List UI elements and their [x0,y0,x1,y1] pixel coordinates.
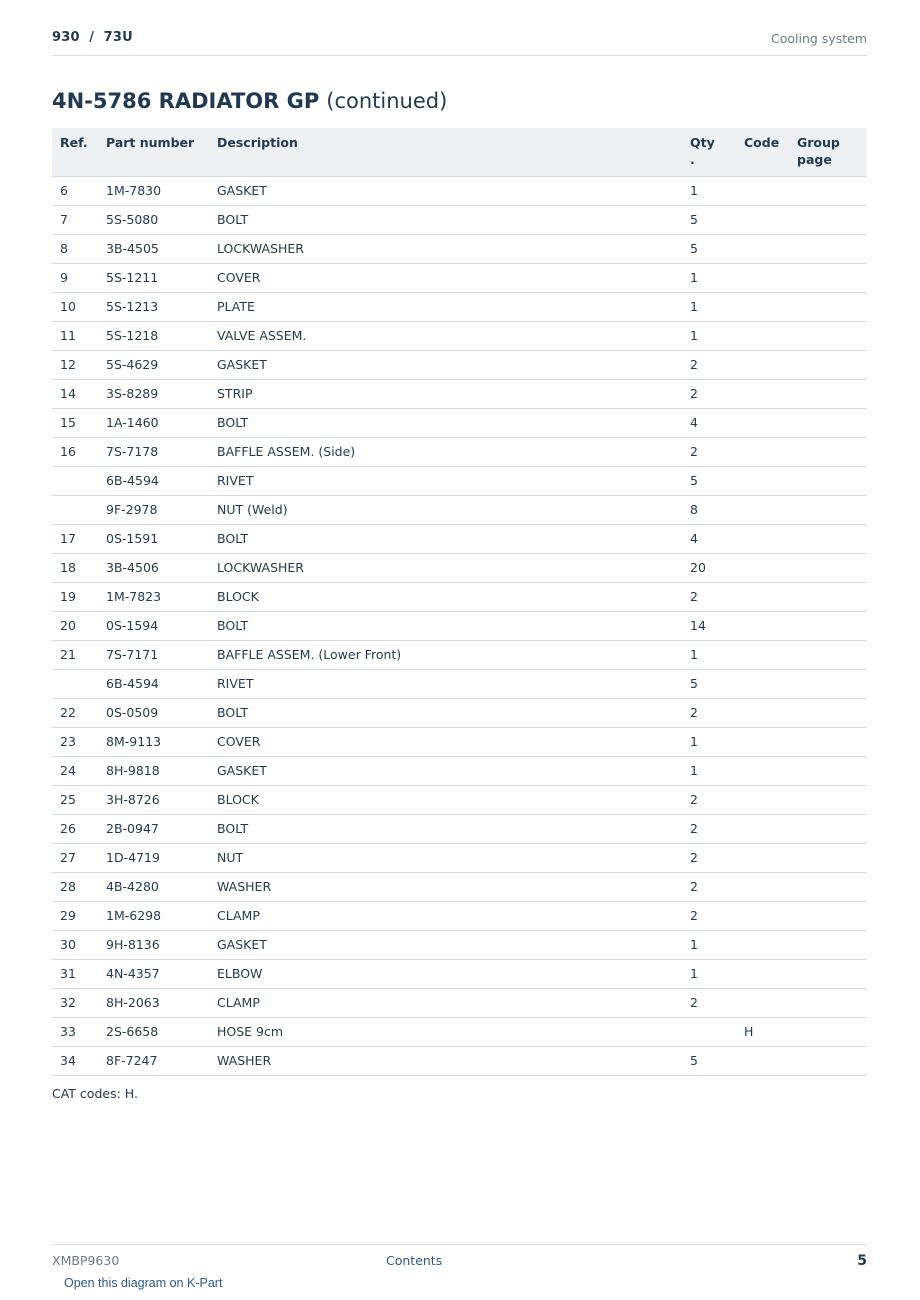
cell-part-number: 5S-1213 [98,293,209,322]
cell-code [736,728,789,757]
table-row [52,960,867,989]
cell-code [736,351,789,380]
cell-part-number: 9F-2978 [98,496,209,525]
cell-ref: 28 [52,873,98,902]
table-row [52,641,867,670]
table-row [52,902,867,931]
cell-part-number: 5S-5080 [98,206,209,235]
page-title [52,89,447,113]
table-row [52,815,867,844]
title-suffix: (continued) [326,89,448,113]
cell-description: BOLT [209,206,690,235]
table-row [52,525,867,554]
cell-qty: 1 [690,728,736,757]
cell-qty: 1 [690,264,736,293]
cell-part-number: 7S-7171 [98,641,209,670]
cell-part-number: 2B-0947 [98,815,209,844]
cell-qty: 2 [690,351,736,380]
cell-code [736,873,789,902]
table-row [52,322,867,351]
cell-qty: 8 [690,496,736,525]
cell-ref: 10 [52,293,98,322]
cell-description: COVER [209,264,690,293]
cell-code [736,989,789,1018]
cell-description: BOLT [209,612,690,641]
cell-qty: 1 [690,960,736,989]
cell-group-page [789,293,867,322]
cell-description: BOLT [209,699,690,728]
cell-part-number: 0S-1591 [98,525,209,554]
cell-part-number: 0S-0509 [98,699,209,728]
cell-code [736,786,789,815]
cell-code [736,380,789,409]
cell-group-page [789,670,867,699]
model-label: 930 / 73U [52,30,133,45]
cell-part-number: 1A-1460 [98,409,209,438]
cell-ref: 23 [52,728,98,757]
cell-qty: 2 [690,438,736,467]
cell-part-number: 0S-1594 [98,612,209,641]
page-footer [52,1244,867,1275]
cell-code [736,815,789,844]
cell-group-page [789,757,867,786]
cell-ref: 26 [52,815,98,844]
cell-qty: 14 [690,612,736,641]
cell-qty: 1 [690,177,736,206]
table-row [52,554,867,583]
cell-qty: 5 [690,206,736,235]
cell-ref: 22 [52,699,98,728]
cell-code [736,322,789,351]
cell-code [736,931,789,960]
table-row [52,931,867,960]
cell-code [736,583,789,612]
cell-group-page [789,728,867,757]
cell-ref: 24 [52,757,98,786]
cell-code: H [736,1018,789,1047]
cell-qty: 2 [690,583,736,612]
cell-part-number: 1M-7823 [98,583,209,612]
cell-group-page [789,409,867,438]
cell-part-number: 4N-4357 [98,960,209,989]
cell-group-page [789,264,867,293]
cell-description: RIVET [209,467,690,496]
assembly-name: 4N-5786 RADIATOR GP [52,89,320,113]
cell-ref: 15 [52,409,98,438]
cell-part-number: 5S-4629 [98,351,209,380]
cell-description: BLOCK [209,583,690,612]
cell-qty: 2 [690,873,736,902]
cell-code [736,264,789,293]
cell-qty: 5 [690,235,736,264]
contents-link[interactable]: Contents [386,1253,443,1268]
cell-group-page [789,177,867,206]
cell-part-number: 8H-2063 [98,989,209,1018]
cell-group-page [789,525,867,554]
cell-ref [52,670,98,699]
table-header-row [52,128,867,177]
cell-qty: 20 [690,554,736,583]
table-row [52,989,867,1018]
table-row [52,757,867,786]
table-row [52,786,867,815]
col-header-description: Description [209,128,690,177]
cell-part-number: 7S-7178 [98,438,209,467]
cell-code [736,612,789,641]
table-row [52,670,867,699]
cell-ref: 32 [52,989,98,1018]
page-header [52,28,867,56]
table-row [52,699,867,728]
cell-code [736,177,789,206]
cell-part-number: 5S-1211 [98,264,209,293]
table-row [52,438,867,467]
col-header-ref: Ref. [52,128,98,177]
cell-code [736,293,789,322]
cell-code [736,467,789,496]
cell-group-page [789,380,867,409]
cell-group-page [789,496,867,525]
cell-description: RIVET [209,670,690,699]
col-header-qty: Qty . [690,128,736,177]
table-row [52,264,867,293]
cell-ref [52,496,98,525]
table-row [52,1047,867,1076]
col-header-part-number: Part number [98,128,209,177]
cell-group-page [789,467,867,496]
cell-ref: 21 [52,641,98,670]
table-row [52,177,867,206]
cell-part-number: 3S-8289 [98,380,209,409]
cell-description: GASKET [209,757,690,786]
table-row [52,293,867,322]
cell-qty: 2 [690,699,736,728]
table-row [52,409,867,438]
cell-group-page [789,786,867,815]
cell-group-page [789,612,867,641]
cell-qty: 1 [690,641,736,670]
cell-part-number: 3B-4505 [98,235,209,264]
cell-qty: 4 [690,525,736,554]
table-row [52,873,867,902]
parts-table-body [52,177,867,1076]
cell-ref: 31 [52,960,98,989]
cell-qty: 1 [690,931,736,960]
cell-group-page [789,322,867,351]
cell-qty [690,1018,736,1047]
open-kpart-link[interactable]: Open this diagram on K-Part [64,1276,223,1290]
table-row [52,612,867,641]
cell-code [736,554,789,583]
cell-code [736,641,789,670]
cell-group-page [789,206,867,235]
cell-part-number: 1D-4719 [98,844,209,873]
cell-qty: 5 [690,1047,736,1076]
table-row [52,235,867,264]
cell-qty: 2 [690,902,736,931]
cell-qty: 2 [690,989,736,1018]
table-row [52,467,867,496]
cell-ref: 16 [52,438,98,467]
table-row [52,844,867,873]
cell-ref: 6 [52,177,98,206]
cell-qty: 5 [690,670,736,699]
cell-code [736,902,789,931]
cell-description: BAFFLE ASSEM. (Side) [209,438,690,467]
cell-code [736,525,789,554]
cell-code [736,235,789,264]
cell-ref [52,467,98,496]
cell-description: VALVE ASSEM. [209,322,690,351]
cell-group-page [789,554,867,583]
table-row [52,496,867,525]
cell-description: GASKET [209,351,690,380]
cell-qty: 2 [690,786,736,815]
cell-ref: 12 [52,351,98,380]
cell-qty: 2 [690,380,736,409]
section-name: Cooling system [771,31,867,46]
cell-group-page [789,873,867,902]
parts-table [52,128,867,1076]
cell-code [736,1047,789,1076]
cell-group-page [789,902,867,931]
cell-group-page [789,1047,867,1076]
cell-code [736,438,789,467]
cell-description: HOSE 9cm [209,1018,690,1047]
col-header-group-page: Group page [789,128,867,177]
document-code: XMBP9630 [52,1253,120,1268]
cell-description: ELBOW [209,960,690,989]
cell-description: WASHER [209,873,690,902]
cell-ref: 27 [52,844,98,873]
cell-ref: 17 [52,525,98,554]
cell-code [736,496,789,525]
cell-description: PLATE [209,293,690,322]
cell-part-number: 6B-4594 [98,467,209,496]
cell-part-number: 9H-8136 [98,931,209,960]
cell-part-number: 4B-4280 [98,873,209,902]
cell-group-page [789,1018,867,1047]
cell-code [736,699,789,728]
cell-group-page [789,815,867,844]
cell-description: WASHER [209,1047,690,1076]
cell-group-page [789,641,867,670]
cell-description: GASKET [209,931,690,960]
cell-description: CLAMP [209,902,690,931]
cell-ref: 18 [52,554,98,583]
cell-part-number: 1M-6298 [98,902,209,931]
cell-ref: 7 [52,206,98,235]
cell-ref: 11 [52,322,98,351]
cell-ref: 20 [52,612,98,641]
cell-ref: 8 [52,235,98,264]
table-row [52,351,867,380]
cell-qty: 4 [690,409,736,438]
cell-description: LOCKWASHER [209,554,690,583]
cell-ref: 34 [52,1047,98,1076]
cell-part-number: 3B-4506 [98,554,209,583]
cell-code [736,844,789,873]
table-row [52,206,867,235]
cell-description: STRIP [209,380,690,409]
cell-part-number: 1M-7830 [98,177,209,206]
table-row [52,1018,867,1047]
cell-description: LOCKWASHER [209,235,690,264]
col-header-code: Code [736,128,789,177]
cell-group-page [789,235,867,264]
cell-description: BLOCK [209,786,690,815]
cell-qty: 5 [690,467,736,496]
cell-ref: 29 [52,902,98,931]
cell-description: BAFFLE ASSEM. (Lower Front) [209,641,690,670]
cell-qty: 1 [690,757,736,786]
cell-ref: 14 [52,380,98,409]
cell-description: NUT [209,844,690,873]
cell-group-page [789,931,867,960]
cell-part-number: 8H-9818 [98,757,209,786]
cell-description: BOLT [209,409,690,438]
cell-part-number: 2S-6658 [98,1018,209,1047]
cell-qty: 1 [690,293,736,322]
table-row [52,728,867,757]
cell-group-page [789,438,867,467]
cell-code [736,960,789,989]
cell-description: BOLT [209,525,690,554]
cell-group-page [789,989,867,1018]
cell-ref: 33 [52,1018,98,1047]
cell-description: NUT (Weld) [209,496,690,525]
cell-group-page [789,699,867,728]
cell-ref: 30 [52,931,98,960]
cell-code [736,757,789,786]
cell-qty: 1 [690,322,736,351]
cell-description: CLAMP [209,989,690,1018]
cell-part-number: 8M-9113 [98,728,209,757]
cell-group-page [789,960,867,989]
cell-qty: 2 [690,815,736,844]
cell-code [736,409,789,438]
cell-qty: 2 [690,844,736,873]
cell-group-page [789,844,867,873]
cell-code [736,206,789,235]
cell-part-number: 5S-1218 [98,322,209,351]
cell-part-number: 8F-7247 [98,1047,209,1076]
cat-codes-note: CAT codes: H. [52,1086,138,1101]
cell-part-number: 3H-8726 [98,786,209,815]
page-number: 5 [857,1253,867,1269]
cell-ref: 19 [52,583,98,612]
cell-code [736,670,789,699]
table-row [52,380,867,409]
cell-part-number: 6B-4594 [98,670,209,699]
cell-ref: 25 [52,786,98,815]
cell-description: BOLT [209,815,690,844]
cell-ref: 9 [52,264,98,293]
cell-description: COVER [209,728,690,757]
table-row [52,583,867,612]
cell-description: GASKET [209,177,690,206]
cell-group-page [789,583,867,612]
cell-group-page [789,351,867,380]
